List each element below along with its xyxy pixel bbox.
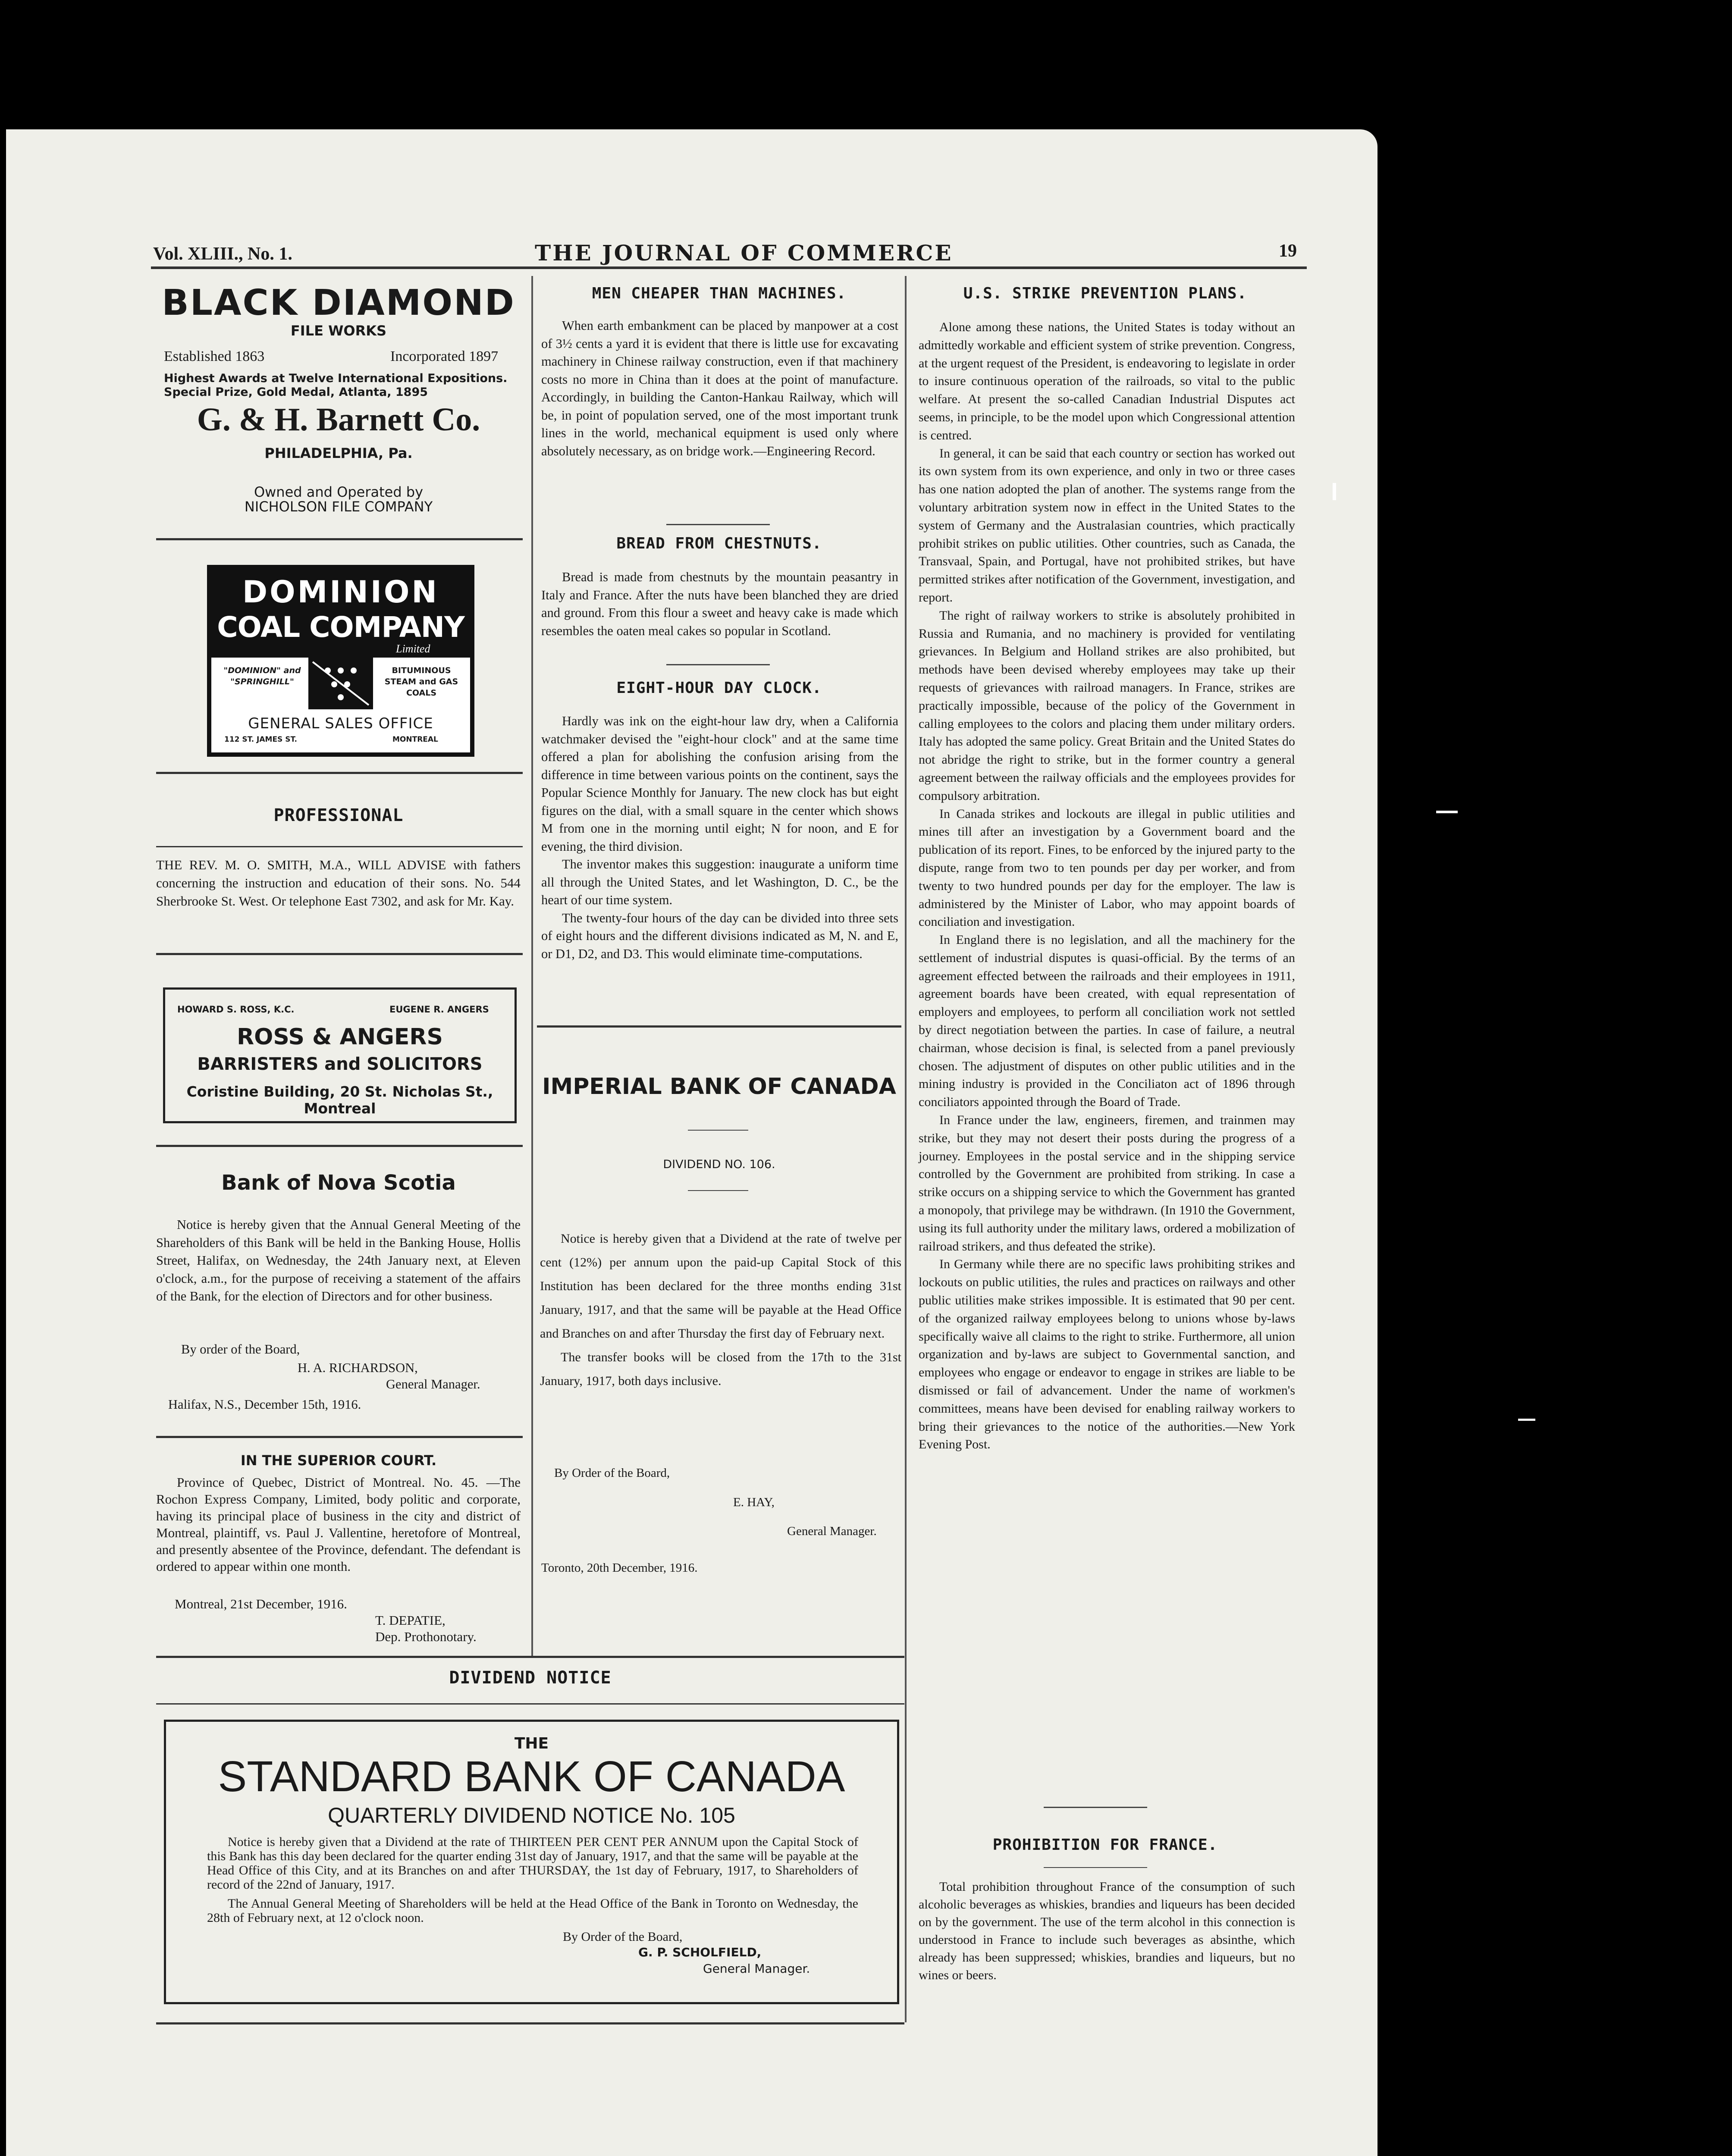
owned-label: Owned and Operated by <box>254 484 424 500</box>
imperial-notice: Notice is hereby given that a Dividend at the rate of twelve per cent (12%) per annum upon the paid-up Capital Stock of this Institution has been declared for the three months ending 31st January, 1917, and that the same will be payable at the Head Office and Branches on and after Thursday the first day of February next. <box>540 1232 901 1341</box>
superior-court-signer-title: Dep. Prothonotary. <box>375 1629 477 1644</box>
article-rule <box>666 664 770 665</box>
partner-angers: EUGENE R. ANGERS <box>389 1004 489 1015</box>
dominion-word: DOMINION <box>242 574 439 610</box>
standard-bank-notice: Notice is hereby given that a Dividend at the rate of THIRTEEN PER CENT PER ANNUM upon the Capital Stock of this Bank has this day been declared for the quarter ending 31st day of January, 1917, and that the same will be payable at the Head Office of this City, and at its Branches on and after THURSDAY, the 1st day of February, 1917, to Shareholders of record of the 22nd of January, 1917. <box>207 1835 858 1892</box>
imperial-signer: E. HAY, <box>733 1495 775 1509</box>
clock-body <box>541 712 898 963</box>
nova-scotia-dateline: Halifax, N.S., December 15th, 1916. <box>168 1397 361 1412</box>
scan-speck <box>1333 483 1336 500</box>
superior-court-notice: Province of Quebec, District of Montreal. No. 45. —The Rochon Express Company, Limited, body politic and corporate, having its principal place of business in the city and district of Montreal, plaintiff, vs. Paul J. Vallentine, heretofore of Montreal, and presently absentee of the Province, defendant. The defendant is ordered to appear within one month. <box>156 1475 521 1574</box>
firm-name: ROSS & ANGERS <box>237 1024 443 1050</box>
coal-shield-icon <box>308 658 373 709</box>
clock-para-1: Hardly was ink on the eight-hour law dry, when a California watchmaker devised the "eight-hour clock" and at the same time offered a plan for abolishing the confusion arising from the difference in time between various points on the continent, says the Popular Science Monthly for January. The new clock has but eight figures on the dial, with a small square in the center which shows M from one in the morning until eight; N for noon, and E for evening, the third division. <box>541 714 898 854</box>
strike-heading: U.S. STRIKE PREVENTION PLANS. <box>963 285 1247 302</box>
strike-para-7: In Germany while there are no specific laws prohibiting strikes and lockouts on public utilities, the rules and practices on railways and other public utilities make strikes impossible. It is estimated that 90 per cent. of the organized railway employees belong to unions whose by-laws specifically waive all claims to the right to strike. Furthermore, all union organization and by-laws are subject to Governmental sanction, and employees who engage or endeavor to engage in strikes are liable to be dismissed or fail of advancement. Under the name of workmen's committees, means have been devised for enabling railway workers to bring their grievances to the notice of the authorities.—New York Evening Post. <box>919 1257 1295 1452</box>
chestnuts-heading: BREAD FROM CHESTNUTS. <box>616 535 822 552</box>
article-rule <box>688 1190 748 1191</box>
standard-bank-meeting: The Annual General Meeting of Shareholders will be held at the Head Office of the Bank in Toronto on Wednesday, the 28th of February next, at 12 o'clock noon. <box>207 1896 858 1925</box>
nova-scotia-order: By order of the Board, <box>181 1342 300 1357</box>
men-machines-heading: MEN CHEAPER THAN MACHINES. <box>592 285 847 302</box>
section-rule <box>156 846 523 847</box>
clock-para-3: The twenty-four hours of the day can be divided into three sets of eight hours and the different divisions indicated as M, N. and E, or D1, D2, and D3. This would eliminate time-computations. <box>541 910 898 961</box>
page-number: 19 <box>1279 241 1297 261</box>
imperial-heading: IMPERIAL BANK OF CANADA <box>542 1074 896 1100</box>
article-rule <box>688 1130 748 1131</box>
section-rule <box>156 1656 904 1658</box>
imperial-transfer: The transfer books will be closed from the 17th to the 31st January, 1917, both days inclusive. <box>540 1350 901 1388</box>
superior-court-body <box>156 1474 521 1575</box>
strike-para-2: In general, it can be said that each country or section has worked out its own system from its own experience, and only in two or three cases has one nation adopted the plan of another. The systems range from the voluntary arbitration system now in effect in the United States to the system of Germany and the Australasian countries, which practically prohibit strikes on public utilities. Other countries, such as Canada, the Transvaal, Spain, and Portugal, have not prohibited strikes, but have permitted strikes after notification of the Government, investigation, and report. <box>919 446 1295 605</box>
office-address: 112 ST. JAMES ST. <box>224 735 297 744</box>
section-rule <box>156 953 523 955</box>
superior-court-heading: IN THE SUPERIOR COURT. <box>240 1452 437 1469</box>
dominion-coal-ad <box>207 565 474 757</box>
coal-company-word: COAL COMPANY <box>217 611 464 644</box>
section-rule <box>156 538 523 540</box>
dividend-notice-heading: DIVIDEND NOTICE <box>449 1668 612 1688</box>
standard-bank-ad <box>164 1720 899 2004</box>
column-divider <box>905 276 907 2022</box>
superior-court-dateline: Montreal, 21st December, 1916. <box>175 1596 347 1611</box>
section-rule <box>156 1703 904 1705</box>
masthead-rule <box>151 266 1307 269</box>
men-machines-body <box>541 317 898 460</box>
file-works: FILE WORKS <box>290 323 387 339</box>
limited-word: Limited <box>396 642 430 655</box>
partner-ross: HOWARD S. ROSS, K.C. <box>177 1004 295 1015</box>
barnett-company: G. & H. Barnett Co. <box>197 401 480 438</box>
column-divider <box>531 276 533 1656</box>
coal-types: BITUMINOUS STEAM and GAS COALS <box>384 666 458 698</box>
professional-notice: THE REV. M. O. SMITH, M.A., WILL ADVISE with fathers concerning the instruction and education of their sons. No. 544 Sherbrooke St. West. Or telephone East 7302, and ask for Mr. Kay. <box>156 857 521 909</box>
black-diamond-title: BLACK DIAMOND <box>162 282 515 323</box>
nova-scotia-body <box>156 1216 521 1306</box>
imperial-order: By Order of the Board, <box>554 1466 670 1480</box>
ross-angers-ad <box>163 987 517 1123</box>
imperial-dateline: Toronto, 20th December, 1916. <box>541 1561 698 1575</box>
awards-text: Highest Awards at Twelve International Expositions. Special Prize, Gold Medal, Atlanta, 1895 <box>164 372 508 399</box>
section-rule <box>156 1436 523 1438</box>
standard-bank-the: THE <box>514 1735 549 1752</box>
strike-para-6: In France under the law, engineers, firemen, and trainmen may strike, but they may not desert their posts during the progress of a journey. Employees in the postal service and in the shipping service controlled by the Government are prohibited from striking. In case a strike occurs on a shipping service to which the Government has granted a monopoly, that privilege may be withdrawn. (In 1910 the Government, using its full authority under the military laws, ordered a mobilization of railroad strikers, and thus defeated the strike). <box>919 1113 1295 1253</box>
standard-bank-body <box>207 1835 858 1892</box>
strike-para-3: The right of railway workers to strike is absolutely prohibited in Russia and Rumania, and no machinery is provided for ventilating grievances. In Belgium and Holland strikes are also prohibited, but methods have been devised whereby employees may take up their requests of grievances with railroad managers. In France, strikes are practically impossible, because of the policy of the Government in calling employees to the colors and placing them under military orders. Italy has adopted the same policy. Great Britain and the United States do not abridge the right to strike, but in the former country a general agreement between the railway officials and the employees provides for compulsory arbitration. <box>919 608 1295 803</box>
standard-bank-signer-title: General Manager. <box>703 1962 810 1976</box>
standard-bank-meeting-body <box>207 1896 858 1925</box>
firm-address: Coristine Building, 20 St. Nicholas St., Montreal <box>186 1083 493 1117</box>
volume-number: Vol. XLIII., No. 1. <box>153 244 292 264</box>
established-year: Established 1863 <box>164 348 265 364</box>
standard-bank-signer: G. P. SCHOLFIELD, <box>638 1945 762 1959</box>
strike-para-5: In England there is no legislation, and all the machinery for the settlement of industrial disputes is quasi-official. By the terms of an agreement effected between the railroads and their employees in 1911, agreement boards have been created, with equal representation of employers and employees, to perform all conciliation work not settled by direct negotiation between the parties. In case of failure, a neutral chairman, whose decision is final, is selected from a panel previously chosen. The adjustment of disputes on other public utilities and in the mining industry is provided in the Conciliaton act of 1896 through conciliators appointed through the Board of Trade. <box>919 933 1295 1109</box>
standard-bank-name: STANDARD BANK OF CANADA <box>218 1752 845 1801</box>
prohibition-body <box>919 1878 1295 1984</box>
nova-scotia-notice: Notice is hereby given that the Annual General Meeting of the Shareholders of this Bank will be held in the Banking House, Hollis Street, Halifax, on Wednesday, the 24th January next, at Eleven o'clock, a.m., for the purpose of receiving a statement of the affairs of the Bank, for the election of Directors and for other business. <box>156 1217 521 1304</box>
clock-para-2: The inventor makes this suggestion: inaugurate a uniform time all through the United States, and let Washington, D. C., be the heart of our time system. <box>541 857 898 907</box>
superior-court-signer: T. DEPATIE, <box>375 1613 446 1628</box>
barnett-city: PHILADELPHIA, Pa. <box>264 445 413 461</box>
section-rule <box>156 2022 904 2024</box>
strike-para-1: Alone among these nations, the United States is today without an admittedly workable and efficient system of strike prevention. Congress, at the urgent request of the President, is endeavoring to legislate in order to insure continuous operation of the railroads, so vital to the public welfare. At present the so-called Canadian Industrial Disputes act seems, in principle, to be the model upon which Congressional attention is centred. <box>919 320 1295 442</box>
standard-bank-order: By Order of the Board, <box>563 1930 683 1944</box>
section-rule <box>156 772 523 774</box>
imperial-dividend-number: DIVIDEND NO. 106. <box>663 1158 775 1171</box>
owner-name: NICHOLSON FILE COMPANY <box>244 498 433 515</box>
chestnuts-text: Bread is made from chestnuts by the mountain peasantry in Italy and France. After the nuts have been blanched they are dried and ground. From this flour a sweet and heavy cake is made which resembles the oaten meal cakes so popular in Scotland. <box>541 570 898 638</box>
section-rule <box>156 1145 523 1147</box>
incorporated-year: Incorporated 1897 <box>390 348 499 364</box>
article-rule <box>666 524 770 525</box>
firm-role: BARRISTERS and SOLICITORS <box>197 1054 483 1074</box>
article-rule <box>1044 1867 1147 1868</box>
professional-heading: PROFESSIONAL <box>273 805 404 825</box>
scan-speck <box>1518 1419 1535 1421</box>
nova-scotia-signer-title: General Manager. <box>386 1377 480 1391</box>
strike-body <box>919 318 1295 1454</box>
brand-names: "DOMINION" and "SPRINGHILL" <box>223 666 301 686</box>
nova-scotia-heading: Bank of Nova Scotia <box>221 1171 456 1195</box>
imperial-signer-title: General Manager. <box>787 1524 877 1538</box>
imperial-body <box>540 1227 901 1393</box>
nova-scotia-signer: H. A. RICHARDSON, <box>298 1360 418 1375</box>
article-rule <box>1044 1807 1147 1808</box>
chestnuts-body <box>541 568 898 640</box>
sales-office: GENERAL SALES OFFICE <box>248 715 433 732</box>
prohibition-text: Total prohibition throughout France of the consumption of such alcoholic beverages as whiskies, brandies and liqueurs has been decided on by the government. The use of the term alcohol in this connection is understood in France to include such beverages as absinthe, which already has been suppressed; whiskies, brandies and liqueurs, but no wines or beers. <box>919 1880 1295 1982</box>
quarterly-dividend-notice: QUARTERLY DIVIDEND NOTICE No. 105 <box>328 1803 735 1827</box>
strike-para-4: In Canada strikes and lockouts are illegal in public utilities and mines till after an investigation by a Government board and the publication of its report. Fines, to be enforced by the injured party to the dispute, range from two to ten pounds per day per worker, and from twenty to two hundred pounds per day for the employer. The law is administered by the Minister of Labor, who may appoint boards of conciliation and investigation. <box>919 806 1295 929</box>
men-machines-text: When earth embankment can be placed by manpower at a cost of 3½ cents a yard it is evident that there is little use for excavating machinery in Chinese railway construction, even if that machinery costs no more in China than it does at the point of manufacture. Accordingly, in building the Canton-Hankau Railway, which will be, in point of population served, one of the most important trunk lines in the world, mechanical equipment is used only where absolutely necessary, as on bridge work.—Engineering Record. <box>541 318 898 458</box>
scan-speck <box>1436 811 1458 813</box>
office-city: MONTREAL <box>392 735 438 744</box>
prohibition-heading: PROHIBITION FOR FRANCE. <box>992 1836 1218 1854</box>
section-rule <box>537 1025 901 1028</box>
clock-heading: EIGHT-HOUR DAY CLOCK. <box>616 679 822 697</box>
journal-title: THE JOURNAL OF COMMERCE <box>535 240 953 266</box>
